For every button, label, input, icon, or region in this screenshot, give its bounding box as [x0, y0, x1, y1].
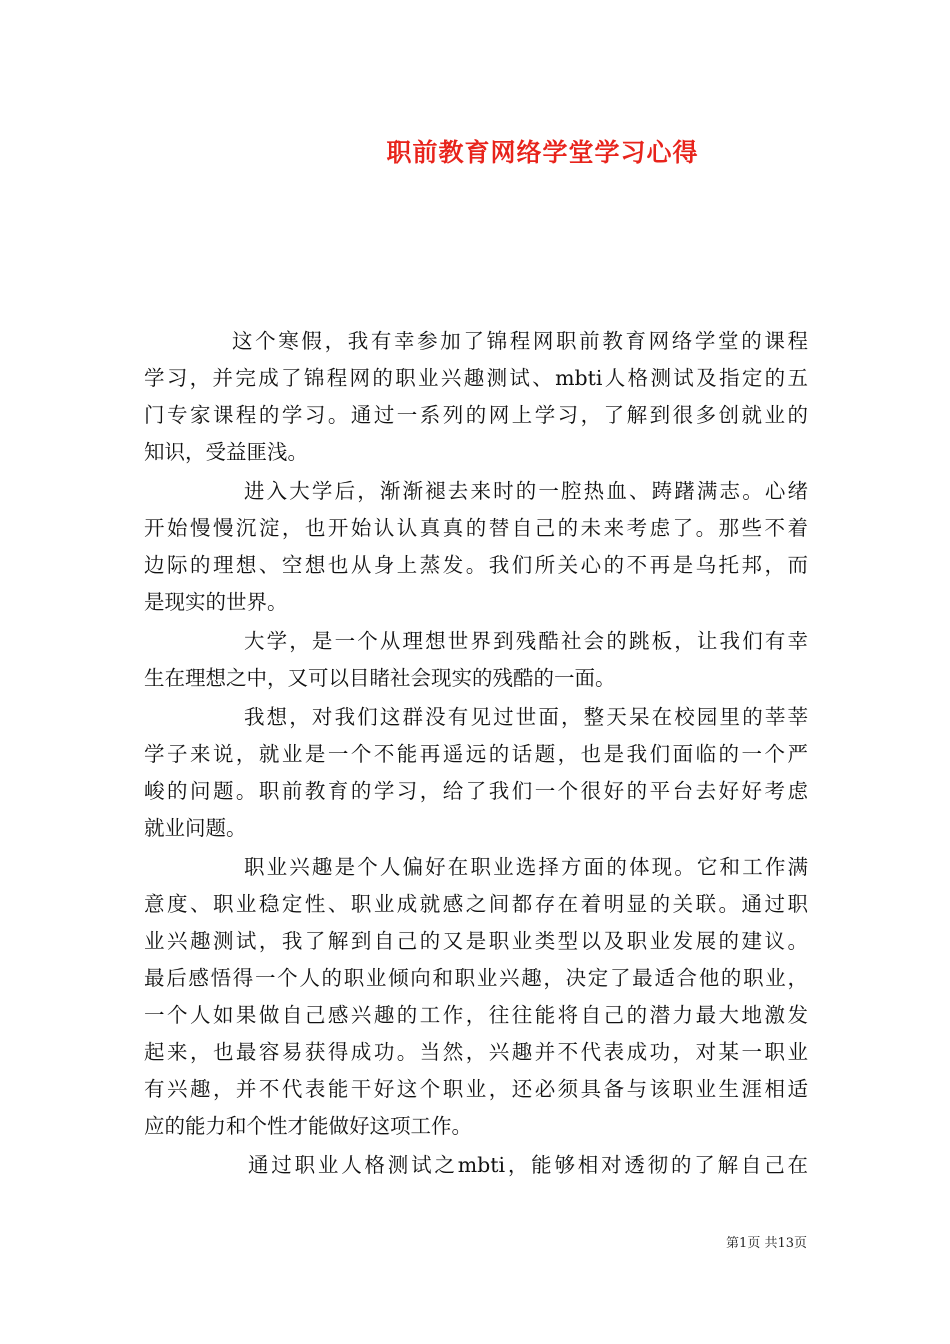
text-line: 起来，也最容易获得成功。当然，兴趣并不代表成功，对某一职业	[144, 1040, 808, 1064]
text-line: 意度、职业稳定性、职业成就感之间都存在着明显的关联。通过职	[144, 892, 808, 916]
text-line: 应的能力和个性才能做好这项工作。	[144, 1114, 472, 1138]
text-line: 就业问题。	[144, 816, 247, 840]
page-number: 第1页 共13页	[726, 1236, 807, 1251]
text-line: 有兴趣，并不代表能干好这个职业，还必须具备与该职业生涯相适	[144, 1077, 808, 1101]
text-line: 我想，对我们这群没有见过世面，整天呆在校园里的莘莘	[244, 705, 808, 729]
text-line: 边际的理想、空想也从身上蒸发。我们所关心的不再是乌托邦，而	[144, 553, 808, 577]
text-line: 学习，并完成了锦程网的职业兴趣测试、mbti人格测试及指定的五	[144, 366, 808, 390]
text-line: 进入大学后，渐渐褪去来时的一腔热血、踌躇满志。心绪	[244, 479, 808, 503]
text-line: 最后感悟得一个人的职业倾向和职业兴趣，决定了最适合他的职业，	[144, 966, 808, 990]
text-line: 峻的问题。职前教育的学习，给了我们一个很好的平台去好好考虑	[144, 779, 808, 803]
text-line: 门专家课程的学习。通过一系列的网上学习，了解到很多创就业的	[144, 403, 808, 427]
text-line: 这个寒假，我有幸参加了锦程网职前教育网络学堂的课程	[232, 329, 808, 353]
text-line: 知识，受益匪浅。	[144, 440, 308, 464]
text-line: 是现实的世界。	[144, 590, 288, 614]
text-line: 学子来说，就业是一个不能再遥远的话题，也是我们面临的一个严	[144, 742, 808, 766]
page-title: 职前教育网络学堂学习心得	[386, 138, 699, 167]
text-line: 开始慢慢沉淀，也开始认认真真的替自己的未来考虑了。那些不着	[144, 516, 808, 540]
text-line: 一个人如果做自己感兴趣的工作，往往能将自己的潜力最大地激发	[144, 1003, 808, 1027]
text-line: 通过职业人格测试之mbti，能够相对透彻的了解自己在	[248, 1153, 808, 1177]
text-line: 大学，是一个从理想世界到残酷社会的跳板，让我们有幸	[244, 629, 808, 653]
text-line: 业兴趣测试，我了解到自己的又是职业类型以及职业发展的建议。	[144, 929, 808, 953]
text-line: 生在理想之中，又可以目睹社会现实的残酷的一面。	[144, 666, 616, 690]
document-body	[144, 323, 808, 1184]
text-line: 职业兴趣是个人偏好在职业选择方面的体现。它和工作满	[244, 855, 808, 879]
